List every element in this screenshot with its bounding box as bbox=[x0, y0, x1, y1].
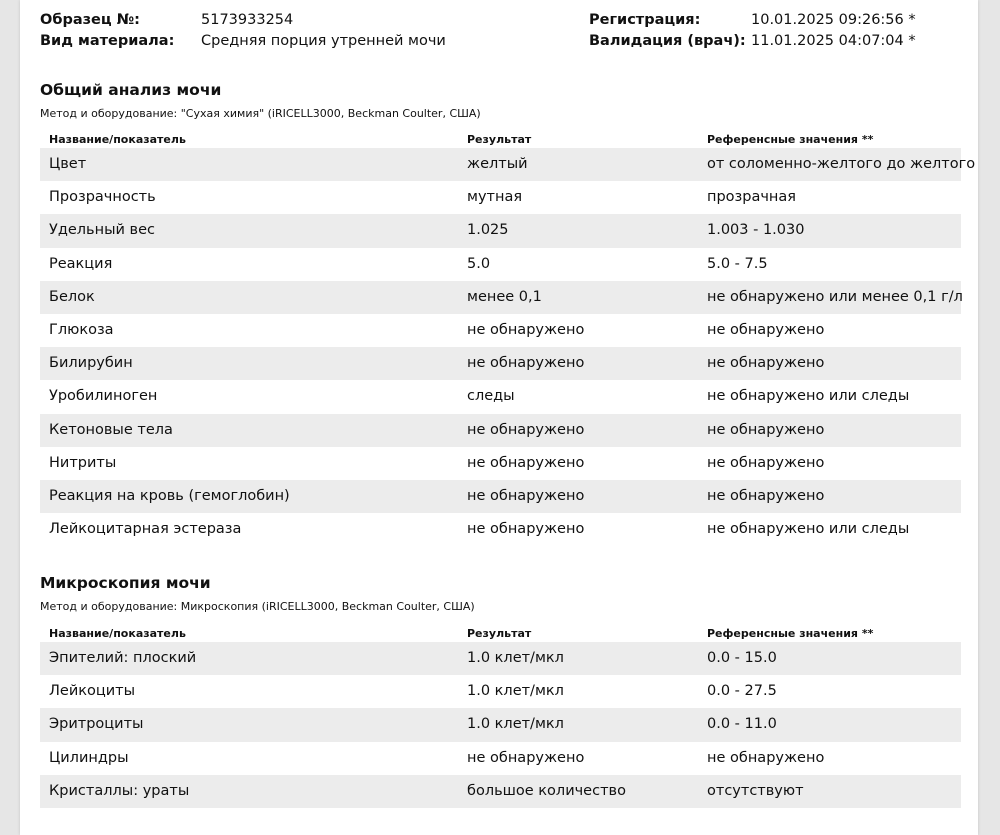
row-reference: прозрачная bbox=[707, 189, 797, 206]
validation-label: Валидация (врач): bbox=[589, 33, 746, 49]
row-reference: 0.0 - 11.0 bbox=[707, 716, 777, 733]
row-name: Эпителий: плоский bbox=[49, 650, 197, 666]
table-row bbox=[40, 708, 961, 741]
material-value: Средняя порция утренней мочи bbox=[201, 33, 446, 49]
table-header bbox=[40, 626, 961, 642]
row-reference: от соломенно-желтого до желтого bbox=[707, 156, 976, 172]
urinalysis-table bbox=[40, 132, 976, 546]
row-name: Кристаллы: ураты bbox=[49, 782, 190, 799]
row-name: Уробилиноген bbox=[49, 388, 158, 405]
registration-value: 10.01.2025 09:26:56 * bbox=[751, 12, 916, 28]
row-reference: не обнаружено bbox=[707, 321, 825, 338]
row-result: не обнаружено bbox=[467, 355, 585, 372]
table-row bbox=[40, 642, 961, 675]
row-result: следы bbox=[467, 388, 515, 405]
row-name: Прозрачность bbox=[49, 189, 156, 206]
microscopy-table bbox=[40, 626, 961, 808]
row-result: не обнаружено bbox=[467, 521, 585, 538]
column-header-result: Результат bbox=[467, 627, 532, 640]
report-page bbox=[20, 0, 978, 835]
row-reference: не обнаружено или следы bbox=[707, 388, 910, 405]
urinalysis-method: Метод и оборудование: "Сухая химия" (iRICELL3000, Beckman Coulter, США) bbox=[40, 107, 481, 120]
row-result: большое количество bbox=[467, 782, 626, 799]
material-label: Вид материала: bbox=[40, 33, 175, 49]
column-header-result: Результат bbox=[467, 133, 532, 146]
row-result: мутная bbox=[467, 189, 523, 206]
row-name: Реакция на кровь (гемоглобин) bbox=[49, 487, 290, 504]
microscopy-title: Микроскопия мочи bbox=[40, 574, 211, 592]
registration-label: Регистрация: bbox=[589, 12, 701, 28]
row-name: Белок bbox=[49, 288, 95, 305]
row-result: 1.0 клет/мкл bbox=[467, 683, 564, 700]
table-row bbox=[40, 380, 961, 413]
row-result: не обнаружено bbox=[467, 421, 585, 438]
table-row bbox=[40, 513, 961, 546]
row-reference: 5.0 - 7.5 bbox=[707, 255, 768, 272]
row-name: Кетоновые тела bbox=[49, 421, 173, 438]
sample-number-value: 5173933254 bbox=[201, 12, 294, 28]
row-name: Глюкоза bbox=[49, 321, 114, 338]
row-result: 1.0 клет/мкл bbox=[467, 650, 564, 666]
row-result: менее 0,1 bbox=[467, 288, 542, 305]
row-reference: отсутствуют bbox=[707, 782, 804, 799]
column-header-reference: Референсные значения ** bbox=[707, 627, 874, 640]
row-name: Нитриты bbox=[49, 454, 117, 471]
row-result: не обнаружено bbox=[467, 321, 585, 338]
row-name: Лейкоцитарная эстераза bbox=[49, 521, 242, 538]
microscopy-rows bbox=[40, 642, 961, 808]
row-result: желтый bbox=[467, 156, 528, 172]
sample-number-label: Образец №: bbox=[40, 12, 140, 28]
table-row bbox=[40, 314, 961, 347]
row-result: не обнаружено bbox=[467, 487, 585, 504]
row-reference: 0.0 - 27.5 bbox=[707, 683, 777, 700]
row-name: Цилиндры bbox=[49, 749, 129, 766]
row-reference: не обнаружено bbox=[707, 749, 825, 766]
table-row bbox=[40, 447, 961, 480]
table-row bbox=[40, 148, 976, 181]
table-row bbox=[40, 480, 961, 513]
column-header-name: Название/показатель bbox=[49, 627, 186, 640]
column-header-name: Название/показатель bbox=[49, 133, 186, 146]
table-row bbox=[40, 214, 961, 247]
row-reference: не обнаружено bbox=[707, 487, 825, 504]
row-reference: не обнаружено bbox=[707, 421, 825, 438]
row-reference: не обнаружено bbox=[707, 454, 825, 471]
table-row bbox=[40, 281, 961, 314]
row-reference: не обнаружено bbox=[707, 355, 825, 372]
column-header-reference: Референсные значения ** bbox=[707, 133, 874, 146]
row-reference: не обнаружено или следы bbox=[707, 521, 910, 538]
validation-value: 11.01.2025 04:07:04 * bbox=[751, 33, 916, 49]
table-row bbox=[40, 248, 961, 281]
row-reference: не обнаружено или менее 0,1 г/л bbox=[707, 288, 963, 305]
row-reference: 0.0 - 15.0 bbox=[707, 650, 777, 666]
row-result: не обнаружено bbox=[467, 749, 585, 766]
table-row bbox=[40, 742, 961, 775]
row-name: Реакция bbox=[49, 255, 113, 272]
row-result: 1.025 bbox=[467, 222, 509, 239]
row-result: 1.0 клет/мкл bbox=[467, 716, 564, 733]
row-name: Удельный вес bbox=[49, 222, 155, 239]
row-name: Эритроциты bbox=[49, 716, 144, 733]
table-row bbox=[40, 414, 961, 447]
table-row bbox=[40, 775, 961, 808]
table-row bbox=[40, 675, 961, 708]
table-row bbox=[40, 347, 961, 380]
row-result: не обнаружено bbox=[467, 454, 585, 471]
row-name: Цвет bbox=[49, 156, 87, 172]
microscopy-method: Метод и оборудование: Микроскопия (iRICELL3000, Beckman Coulter, США) bbox=[40, 600, 475, 613]
urinalysis-title: Общий анализ мочи bbox=[40, 81, 222, 99]
row-reference: 1.003 - 1.030 bbox=[707, 222, 805, 239]
row-result: 5.0 bbox=[467, 255, 491, 272]
row-name: Лейкоциты bbox=[49, 683, 136, 700]
urinalysis-rows bbox=[40, 148, 976, 546]
row-name: Билирубин bbox=[49, 355, 133, 372]
table-row bbox=[40, 181, 961, 214]
table-header bbox=[40, 132, 961, 148]
